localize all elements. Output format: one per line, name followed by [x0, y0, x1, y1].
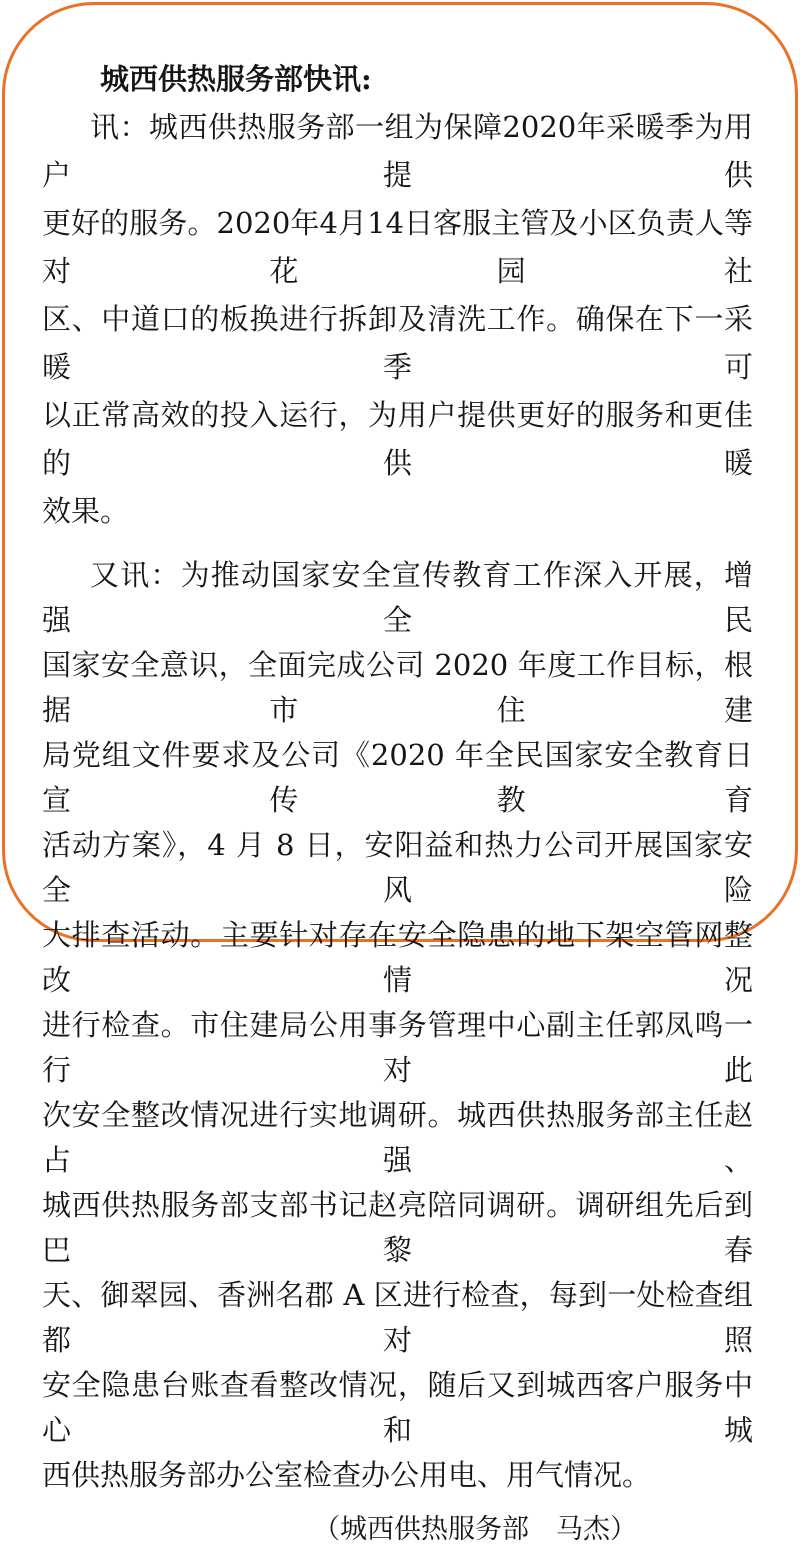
text-line: 安全隐患台账查看整改情况，随后又到城西客户服务中心和城 — [42, 1368, 753, 1447]
text-line: 更好的服务。2020年4月14日客服主管及小区负责人等对花园社 — [42, 206, 753, 288]
text-line: 局党组文件要求及公司《2020 年全民国家安全教育日宣传教育 — [42, 738, 753, 817]
text-line: 又讯：为推动国家安全宣传教育工作深入开展，增强全民 — [42, 558, 753, 637]
news-paragraph-1 — [42, 103, 753, 535]
text-line: 进行检查。市住建局公用事务管理中心副主任郭凤鸣一行对此 — [42, 1008, 753, 1087]
text-line: 西供热服务部办公室检查办公用电、用气情况。 — [42, 1458, 652, 1492]
document-body — [5, 5, 795, 1554]
rounded-orange-border-frame — [2, 2, 798, 1545]
text-line: 大排查活动。主要针对存在安全隐患的地下架空管网整改情况 — [42, 918, 753, 997]
text-line: 区、中道口的板换进行拆卸及清洗工作。确保在下一采暖季可 — [42, 302, 753, 384]
text-line: 讯：城西供热服务部一组为保障2020年采暖季为用户提供 — [42, 110, 753, 192]
document-title: 城西供热服务部快讯: — [100, 62, 372, 96]
signature: （城西供热服务部 马杰） — [313, 1514, 637, 1545]
text-line: 以正常高效的投入运行，为用户提供更好的服务和更佳的供暖 — [42, 398, 753, 480]
news-paragraph-2 — [42, 553, 753, 1498]
text-line: 国家安全意识，全面完成公司 2020 年度工作目标，根据市住建 — [42, 648, 753, 727]
text-line: 次安全整改情况进行实地调研。城西供热服务部主任赵占强、 — [42, 1098, 753, 1177]
text-line: 效果。 — [42, 494, 130, 528]
text-line: 城西供热服务部支部书记赵亮陪同调研。调研组先后到巴黎春 — [42, 1188, 753, 1267]
text-line: 天、御翠园、香洲名郡 A 区进行检查，每到一处检查组都对照 — [42, 1278, 753, 1357]
text-line: 活动方案》，4 月 8 日，安阳益和热力公司开展国家安全风险 — [42, 828, 753, 907]
